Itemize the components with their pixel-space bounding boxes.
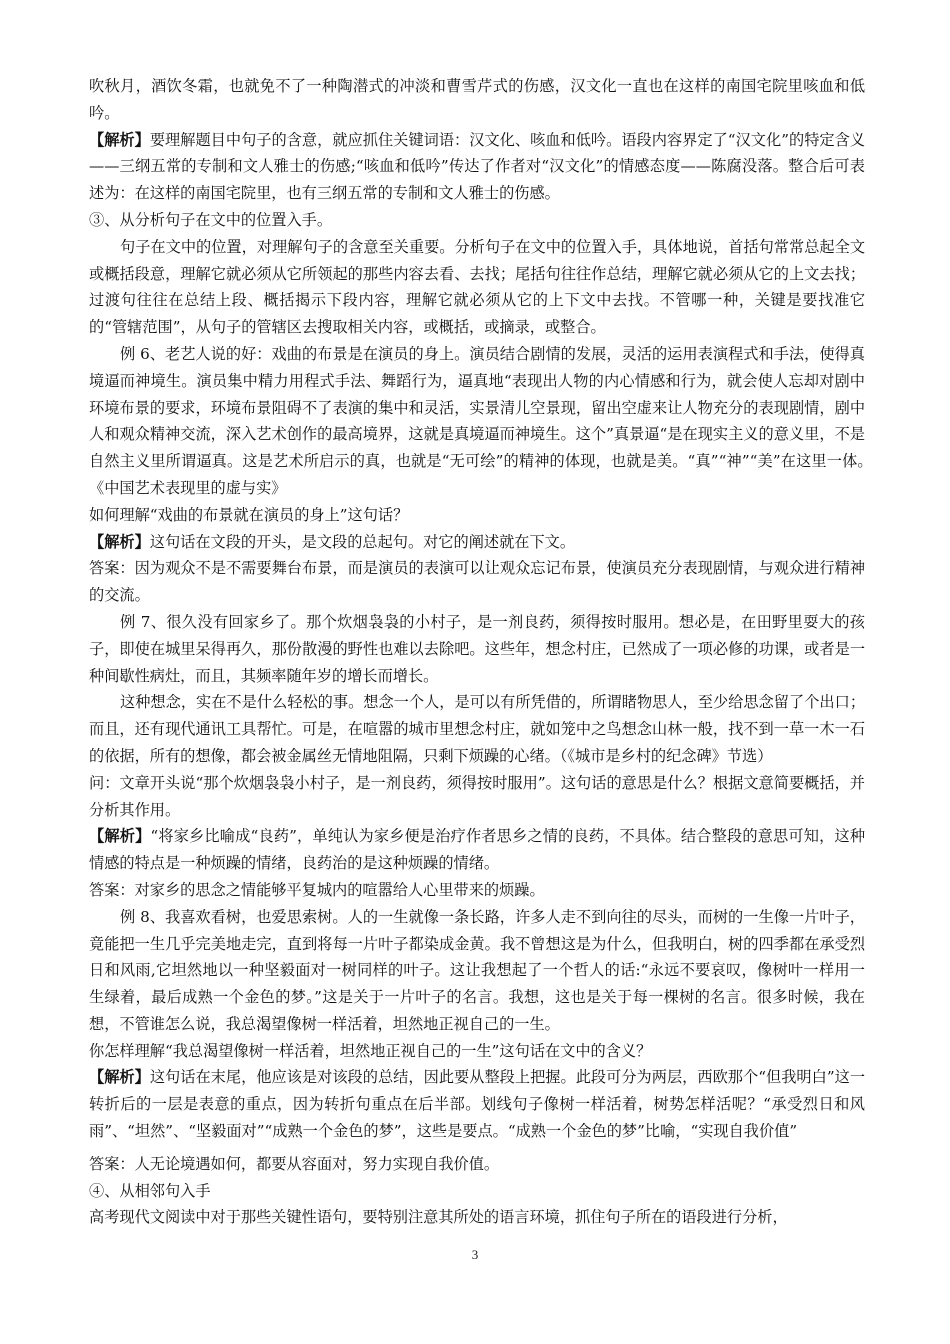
analysis-paragraph-2: [89, 529, 865, 556]
paragraph-continuation: 吹秋月，酒饮冬霜，也就免不了一种陶潜式的冲淡和曹雪芹式的伤感，汉文化一直也在这样的南国宅院里咳血和低吟。: [89, 77, 865, 122]
analysis-paragraph-1: [89, 127, 865, 207]
analysis-label: 【解析】: [89, 532, 150, 551]
example-7-continued: 这种想念，实在不是什么轻松的事。想念一个人，是可以有所凭借的，所谓睹物思人，至少给思念留了个出口；而且，还有现代通讯工具帮忙。可是，在喧嚣的城市里想念村庄，就如笼中之鸟想念山林一般，找不到一草一木一石的依据，所有的想像，都会被金属丝无情地阻隔，只剩下烦躁的心绪。（《城市是乡村的纪念碑》节选）: [89, 693, 865, 765]
section-heading-4: ④、从相邻句入手: [89, 1181, 211, 1200]
example-8: 例 8、我喜欢看树，也爱思索树。人的一生就像一条长路，许多人走不到向往的尽头，而树的一生像一片叶子，竟能把一生几乎完美地走完，直到将每一片叶子都染成金黄。我不曾想这是为什么，但我明白，树的四季都在承受烈日和风雨,它坦然地以一种坚毅面对一树同样的叶子。这让我想起了一个哲人的话:“永远不要哀叹，像树叶一样用一生绿着，最后成熟一个金色的梦。”这是关于一片叶子的名言。我想，这也是关于每一棵树的名言。很多时候，我在想，不管谁怎么说，我总渴望像树一样活着，坦然地正视自己的一生。: [89, 907, 865, 1033]
analysis-label: 【解析】: [89, 827, 151, 846]
answer-8: 答案：人无论境遇如何，都要从容面对，努力实现自我价值。: [89, 1154, 500, 1173]
method-paragraph: 句子在文中的位置，对理解句子的含意至关重要。分析句子在文中的位置入手，具体地说，首括句常常总起全文或概括段意，理解它就必须从它所领起的那些内容去看、去找；尾括句往往作总结，理解它就必须从它的上文去找；过渡句往往在总结上段、概括揭示下段内容，理解它就必须从它的上下文中去找。不管哪一种，关键是要找准它的“管辖范围”，从句子的管辖区去搜取相关内容，或概括，或摘录，或整合。: [89, 237, 865, 337]
page-number: 3: [471, 1247, 479, 1262]
analysis-text: 这句话在末尾，他应该是对该段的总结，因此要从整段上把握。此段可分为两层，西欧那个“但我明白”这一转折后的一层是表意的重点，因为转折句重点在后半部。划线句子像树一样活着，树势怎样活呢？“承受烈日和风雨”、“坦然”、“坚毅面对”“成熟一个金色的梦”，这些是要点。“成熟一个金色的梦”比喻，“实现自我价值”: [89, 1068, 866, 1141]
analysis-text: 要理解题目中句子的含意，就应抓住关键词语：汉文化、咳血和低吟。语段内容界定了“汉文化”的特定含义——三纲五常的专制和文人雅士的伤感;“咳血和低吟”传达了作者对“汉文化”的情感态度——陈腐没落。整合后可表述为：在这样的南国宅院里，也有三纲五常的专制和文人雅士的伤感。: [89, 130, 866, 203]
answer-6: 答案：因为观众不是不需要舞台布景，而是演员的表演可以让观众忘记布景，使演员充分表现剧情，与观众进行精神的交流。: [89, 559, 865, 605]
analysis-paragraph-3: [89, 823, 865, 877]
analysis-label: 【解析】: [89, 1068, 150, 1087]
example-7: 例 7、很久没有回家乡了。那个炊烟袅袅的小村子，是一剂良药，须得按时服用。想必是，在田野里耍大的孩子，即使在城里呆得再久，那份散漫的野性也难以去除吧。这些年，想念村庄，已然成了一项必修的功课，或者是一种间歇性病灶，而且，其频率随年岁的增长而增长。: [89, 612, 865, 685]
section-heading-3: ③、从分析句子在文中的位置入手。: [89, 210, 332, 229]
example-6: 例 6、老艺人说的好：戏曲的布景是在演员的身上。演员结合剧情的发展，灵活的运用表演程式和手法，使得真境逼而神境生。演员集中精力用程式手法、舞蹈行为，逼真地“表现出人物的内心情感和行为，就会使人忘却对剧中环境布景的要求，环境布景阻碍不了表演的集中和灵活，实景清儿空景现，留出空虚来让人物充分的表现剧情，剧中人和观众精神交流，深入艺术创作的最高境界，这就是真境逼而神境生。这个”真景逼“是在现实主义的意义里，不是自然主义里所谓逼真。这是艺术所启示的真，也就是“无可绘”的精神的体现，也就是美。“真”“神”“美”在这里一体。 《中国艺术表现里的虚与实》: [89, 344, 896, 497]
analysis-text: “将家乡比喻成“良药”，单纯认为家乡便是治疗作者思乡之情的良药，不具体。结合整段的意思可知，这种情感的特点是一种烦躁的情绪，良药治的是这种烦躁的情绪。: [89, 827, 866, 873]
question-8: 你怎样理解“我总渴望像树一样活着，坦然地正视自己的一生”这句话在文中的含义？: [89, 1041, 652, 1060]
document-body: [89, 73, 896, 1231]
analysis-text: 这句话在文段的开头，是文段的总起句。对它的阐述就在下文。: [149, 532, 575, 551]
analysis-paragraph-4: [89, 1064, 865, 1144]
question-7: 问：文章开头说“那个炊烟袅袅小村子，是一剂良药，须得按时服用”。这句话的意思是什么？根据文意简要概括，并分析其作用。: [89, 773, 865, 819]
question-6: 如何理解“戏曲的布景就在演员的身上”这句话？: [89, 505, 409, 524]
analysis-label: 【解析】: [89, 130, 150, 149]
paragraph-final: 高考现代文阅读中对于那些关键性语句，要特别注意其所处的语言环境，抓住句子所在的语段进行分析，: [89, 1208, 788, 1227]
answer-7: 答案：对家乡的思念之情能够平复城内的喧嚣给人心里带来的烦躁。: [89, 880, 545, 899]
